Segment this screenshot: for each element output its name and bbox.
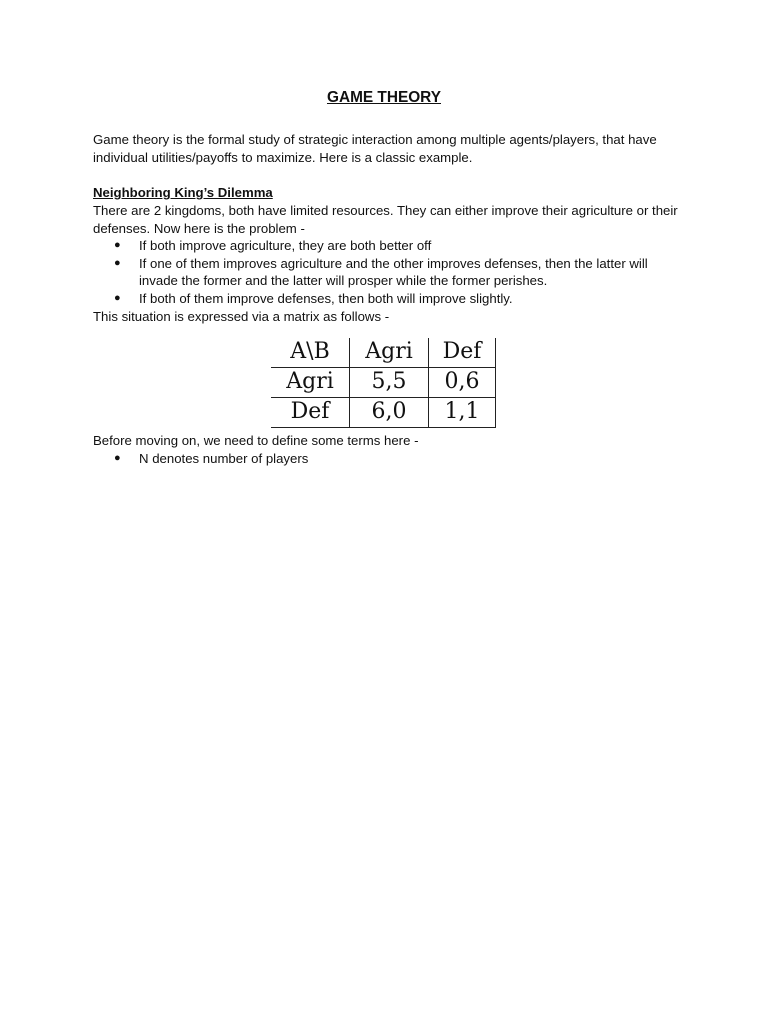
table-row [271, 398, 496, 428]
bullet-icon: ● [114, 239, 121, 251]
terms-bullet-list [93, 450, 683, 468]
payoff-table [271, 338, 496, 428]
table-cell: 0,6 [429, 368, 496, 398]
document-title: GAME THEORY [326, 89, 441, 106]
table-cell: Agri [271, 368, 350, 398]
intro-paragraph: Game theory is the formal study of strategic interaction among multiple agents/players, that have individual utilities/payoffs to maximize. Here is a classic example. [93, 132, 657, 165]
list-item [93, 237, 683, 255]
list-item [93, 290, 683, 308]
table-header-row [271, 338, 496, 368]
bullet-icon: ● [114, 291, 121, 304]
list-item-text: If both improve agriculture, they are both better off [139, 238, 432, 253]
table-header-cell: Def [429, 338, 496, 368]
list-item-text: N denotes number of players [139, 451, 309, 466]
list-item-text: If both of them improve defenses, then both will improve slightly. [139, 290, 513, 306]
bullet-icon: ● [114, 452, 121, 464]
table-header-cell: A\B [271, 338, 350, 368]
list-item [93, 450, 683, 468]
table-cell: Def [271, 398, 350, 428]
table-header-cell: Agri [350, 338, 429, 368]
table-row [271, 368, 496, 398]
dilemma-bullet-list [93, 237, 683, 307]
terms-intro: Before moving on, we need to define some terms here - [93, 433, 419, 448]
list-item [93, 255, 683, 290]
payoff-matrix [271, 338, 496, 428]
table-cell: 6,0 [350, 398, 429, 428]
bullet-icon: ● [114, 256, 121, 269]
section-paragraph: There are 2 kingdoms, both have limited resources. They can either improve their agriculture or their defenses. Now here is the problem - [93, 203, 678, 236]
table-cell: 5,5 [350, 368, 429, 398]
section-heading: Neighboring King’s Dilemma [93, 185, 273, 200]
table-cell: 1,1 [429, 398, 496, 428]
matrix-intro: This situation is expressed via a matrix as follows - [93, 309, 390, 324]
list-item-text: If one of them improves agriculture and the other improves defenses, then the latter will invade the former and the latter will prosper while the former perishes. [139, 255, 648, 289]
